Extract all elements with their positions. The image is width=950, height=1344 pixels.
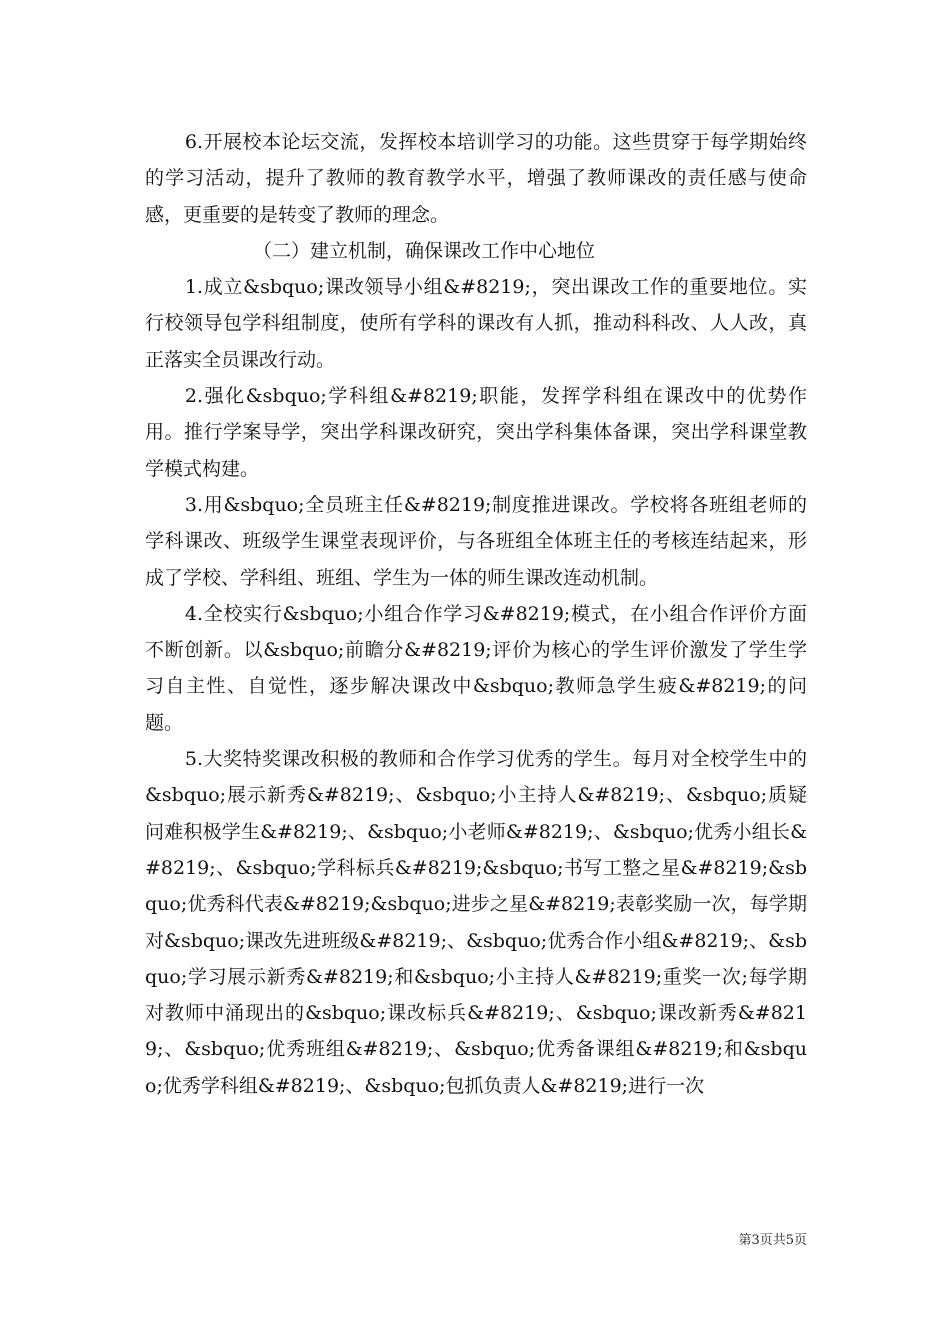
document-body xyxy=(145,124,807,1104)
paragraph-item-3: 3.用&sbquo;全员班主任&#8219;制度推进课改。学校将各班组老师的学科课改、班级学生课堂表现评价，与各班组全体班主任的考核连结起来，形成了学校、学科组、班组、学生为一体的师生课改连动机制。 xyxy=(145,493,807,589)
paragraph-item-5: 5.大奖特奖课改积极的教师和合作学习优秀的学生。每月对全校学生中的&sbquo;展示新秀&#8219;、&sbquo;小主持人&#8219;、&sbquo;质疑问难积极学生&#8219;、&sbquo;小老师&#8219;、&sbquo;优秀小组长&#8219;、&sbquo;学科标兵&#8219;&sbquo;书写工整之星&#8219;&sbquo;优秀科代表&#8219;&sbquo;进步之星&#8219;表彰奖励一次，每学期对&sbquo;课改先进班级&#8219;、&sbquo;优秀合作小组&#8219;、&sbquo;学习展示新秀&#8219;和&sbquo;小主持人&#8219;重奖一次;每学期对教师中涌现出的&sbquo;课改标兵&#8219;、&sbquo;课改新秀&#8219;、&sbquo;优秀班组&#8219;、&sbquo;优秀备课组&#8219;和&sbquo;优秀学科组&#8219;、&sbquo;包抓负责人&#8219;进行一次 xyxy=(145,748,807,1097)
section-heading: （二）建立机制，确保课改工作中心地位 xyxy=(253,239,596,262)
paragraph-item-1: 1.成立&sbquo;课改领导小组&#8219;，突出课改工作的重要地位。实行校领导包学科组制度，使所有学科的课改有人抓，推动科科改、人人改，真正落实全员课改行动。 xyxy=(145,276,807,371)
paragraph-item-2: 2.强化&sbquo;学科组&#8219;职能，发挥学科组在课改中的优势作用。推行学案导学，突出学科课改研究，突出学科集体备课，突出学科课堂教学模式构建。 xyxy=(145,385,807,480)
paragraph-item-4: 4.全校实行&sbquo;小组合作学习&#8219;模式，在小组合作评价方面不断创新。以&sbquo;前瞻分&#8219;评价为核心的学生评价激发了学生学习自主性、自觉性，逐步解决课改中&sbquo;教师急学生疲&#8219;的问题。 xyxy=(145,602,807,734)
paragraph-forum-exchange: 6.开展校本论坛交流，发挥校本培训学习的功能。这些贯穿于每学期始终的学习活动，提升了教师的教育教学水平，增强了教师课改的责任感与使命感，更重要的是转变了教师的理念。 xyxy=(145,131,807,226)
page-number-footer: 第3页共5页 xyxy=(738,1233,807,1248)
